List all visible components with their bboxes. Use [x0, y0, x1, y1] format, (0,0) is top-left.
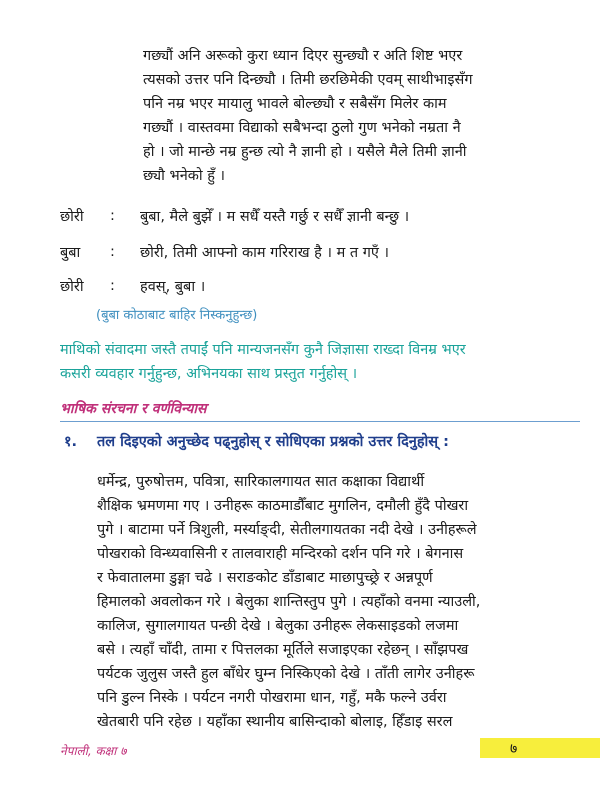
passage-line: शैक्षिक भ्रमणमा गए । उनीहरू काठमाडौँबाट मुगलिन, दमौली हुँदै पोखरा	[97, 498, 469, 514]
section-divider	[60, 421, 580, 422]
dialogue-line	[60, 204, 409, 228]
dialogue-text: हवस्, बुबा ।	[140, 279, 206, 295]
passage-line: हिमालको अवलोकन गरे । बेलुका शान्तिस्तुप पुगे । त्यहाँको वनमा न्याउली,	[97, 594, 481, 610]
intro-line: गछ्यौं । वास्तवमा विद्याको सबैभन्दा ठुलो गुण भनेको नम्रता नै	[143, 120, 461, 136]
passage-line: पुगे । बाटामा पर्ने त्रिशुली, मर्स्याङ्दी, सेतीलगायतका नदी देखे । उनीहरूले	[97, 522, 477, 538]
footer-page-bar	[480, 738, 600, 758]
passage-line: पनि डुल्न निस्के । पर्यटन नगरी पोखरामा धान, गहुँ, मकै फल्ने उर्वरा	[97, 690, 447, 706]
dialogue-text: बुबा, मैले बुझेँ । म सधैँ यस्तै गर्छु र सधैँ ज्ञानी बन्छु ।	[140, 209, 410, 225]
stage-direction: (बुबा कोठाबाट बाहिर निस्कनुहुन्छ)	[96, 308, 258, 323]
passage-line: धर्मेन्द्र, पुरुषोत्तम, पवित्रा, सारिकालगायत सात कक्षाका विद्यार्थी	[97, 474, 425, 490]
dialogue-speaker: छोरी	[60, 209, 84, 225]
passage-line: बसे । त्यहाँ चाँदी, तामा र पित्तलका मूर्तिले सजाइएका रहेछन् । साँझपख	[97, 642, 469, 658]
question-text: तल दिइएको अनुच्छेद पढ्नुहोस् र सोधिएका प्रश्नको उत्तर दिनुहोस् :	[97, 434, 449, 450]
intro-line: छ्यौ भनेको हुँ ।	[143, 168, 226, 184]
passage-line: पर्यटक जुलुस जस्तै हुल बाँधेर घुम्न निस्किएको देखे । ताँती लागेर उनीहरू	[97, 666, 475, 682]
dialogue-colon: :	[110, 244, 115, 260]
dialogue-line	[60, 240, 389, 264]
dialogue-text: छोरी, तिमी आफ्नो काम गरिराख है । म त गएँ ।	[140, 245, 390, 261]
intro-line: त्यसको उत्तर पनि दिन्छ्यौ । तिमी छरछिमेकी एवम् साथीभाइसँग	[143, 72, 473, 88]
instruction-line: माथिको संवादमा जस्तै तपाईं पनि मान्यजनसँग कुनै जिज्ञासा राख्दा विनम्र भएर	[60, 342, 466, 358]
instruction-line: कसरी व्यवहार गर्नुहुन्छ, अभिनयका साथ प्रस्तुत गर्नुहोस् ।	[60, 366, 358, 382]
dialogue-colon: :	[110, 208, 115, 224]
section-heading: भाषिक संरचना र वर्णविन्यास	[60, 401, 207, 417]
passage-line: खेतबारी पनि रहेछ । यहाँका स्थानीय बासिन्दाको बोलाइ, हिँडाइ सरल	[97, 714, 453, 730]
intro-line: पनि नम्र भएर मायालु भावले बोल्छ्यौ र सबैसँग मिलेर काम	[143, 96, 447, 112]
dialogue-line	[60, 274, 205, 298]
passage-line: कालिज, सुगालगायत पन्छी देखे । बेलुका उनीहरू लेकसाइडको लजमा	[97, 618, 459, 634]
dialogue-speaker: छोरी	[60, 279, 84, 295]
passage-line: पोखराको विन्ध्यवासिनी र तालवाराही मन्दिरको दर्शन पनि गरे । बेगनास	[97, 546, 464, 562]
passage-line: र फेवातालमा डुङ्गा चढे । सराङकोट डाँडाबाट माछापुच्छ्रे र अन्नपूर्ण	[97, 570, 433, 586]
page-number: ७	[510, 741, 518, 757]
dialogue-speaker: बुबा	[60, 245, 81, 261]
intro-line: हो । जो मान्छे नम्र हुन्छ त्यो नै ज्ञानी हो । यसैले मैले तिमी ज्ञानी	[143, 144, 467, 160]
footer-book-title: नेपाली, कक्षा ७	[60, 744, 127, 758]
question-number: १.	[64, 434, 78, 450]
dialogue-colon: :	[110, 278, 115, 294]
intro-line: गछ्यौं अनि अरूको कुरा ध्यान दिएर सुन्छ्यौ र अति शिष्ट भएर	[143, 48, 463, 64]
